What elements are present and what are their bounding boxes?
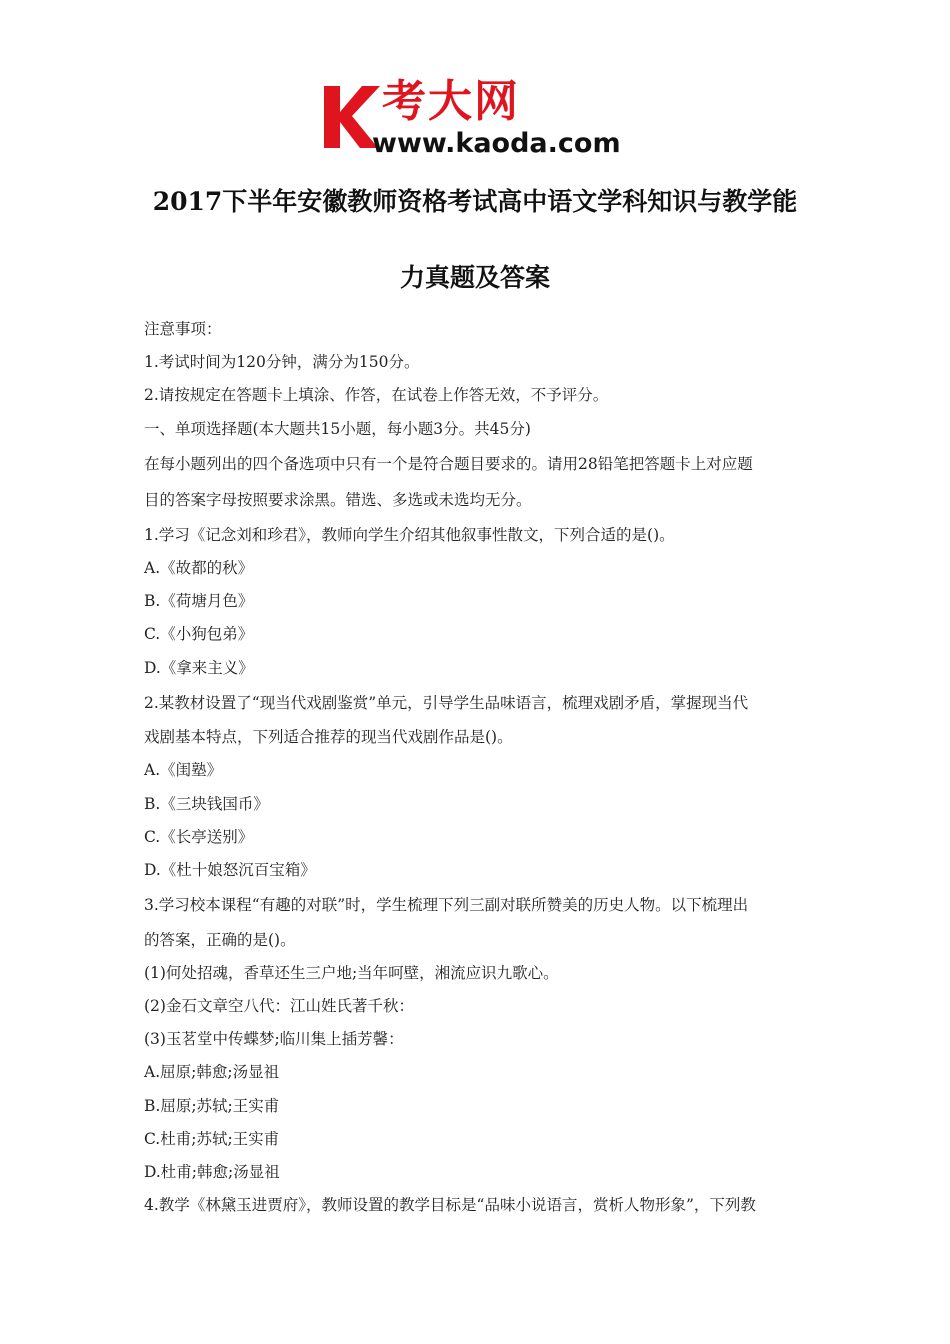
option-a: A.《故都的秋》: [144, 558, 254, 577]
document-body: [144, 313, 814, 1222]
option-c: C.《小狗包弟》: [144, 625, 254, 644]
option-d: D.《杜十娘怒沉百宝箱》: [144, 860, 316, 879]
option-c: C.杜甫;苏轼;王实甫: [144, 1129, 280, 1148]
logo-brand-cn: 考大网: [382, 76, 520, 127]
option-b: B.《荷塘月色》: [144, 592, 254, 611]
couplet-1: (1)何处招魂，香草还生三户地;当年呵壁，湘流应识九歌心。: [144, 963, 559, 982]
document-title-line-1: 2017下半年安徽教师资格考试高中语文学科知识与教学能: [152, 187, 798, 216]
section-heading: 一、单项选择题(本大题共15小题，每小题3分。共45分): [144, 419, 531, 438]
instruction-text: 目的答案字母按照要求涂黑。错选、多选或未选均无分。: [144, 491, 532, 510]
question-1: 1.学习《记念刘和珍君》，教师向学生介绍其他叙事性散文，下列合适的是()。: [144, 525, 675, 544]
notice-heading: 注意事项：: [144, 320, 222, 338]
option-a: A.《闺塾》: [144, 761, 223, 780]
option-d: D.《拿来主义》: [144, 658, 254, 677]
instruction-text: 在每小题列出的四个备选项中只有一个是符合题目要求的。请用28铅笔把答题卡上对应题: [144, 454, 753, 473]
couplet-2: (2)金石文章空八代：江山姓氏著千秋：: [144, 997, 414, 1015]
question-2: 2.某教材设置了“现当代戏剧鉴赏”单元，引导学生品味语言，梳理戏剧矛盾，掌握现当代: [144, 693, 749, 712]
kaoda-logo[interactable]: [318, 76, 638, 160]
question-3-cont: 的答案，正确的是()。: [144, 930, 296, 949]
notice-item: 2.请按规定在答题卡上填涂、作答，在试卷上作答无效，不予评分。: [144, 386, 609, 405]
option-b: B.屈原;苏轼;王实甫: [144, 1096, 280, 1115]
document-title-line-2: 力真题及答案: [399, 263, 550, 292]
couplet-3: (3)玉茗堂中传蝶梦;临川集上插芳馨：: [144, 1030, 404, 1049]
logo-url: www.kaoda.com: [372, 128, 621, 159]
question-2-cont: 戏剧基本特点，下列适合推荐的现当代戏剧作品是()。: [144, 728, 513, 747]
option-c: C.《长亭送别》: [144, 827, 254, 846]
option-d: D.杜甫;韩愈;汤显祖: [144, 1162, 280, 1181]
question-4: 4.教学《林黛玉进贾府》，教师设置的教学目标是“品味小说语言，赏析人物形象”，下列教: [144, 1196, 756, 1215]
notice-item: 1.考试时间为120分钟，满分为150分。: [144, 353, 420, 372]
question-3: 3.学习校本课程“有趣的对联”时，学生梳理下列三副对联所赞美的历史人物。以下梳理出: [144, 896, 749, 915]
option-a: A.屈原;韩愈;汤显祖: [144, 1063, 280, 1082]
option-b: B.《三块钱国币》: [144, 794, 269, 813]
